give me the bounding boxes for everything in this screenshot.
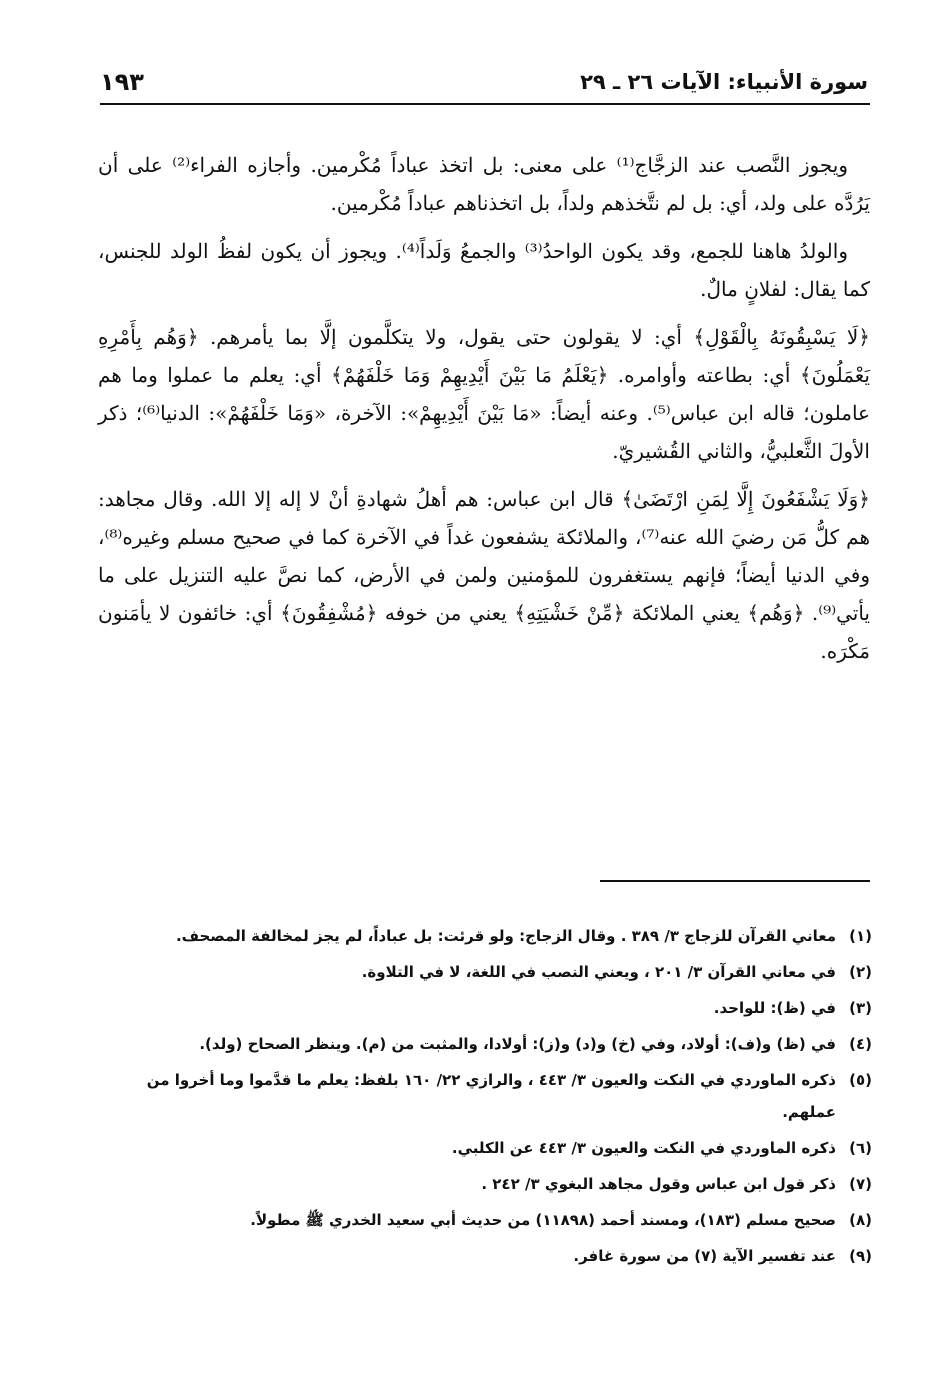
- paragraph: ويجوز النَّصب عند الزجَّاج⁽¹⁾ على معنى: بل اتخذ عباداً مُكْرمين. وأجازه الفراء⁽²⁾ على أن يَرُدَّه على ولد، أي: بل لم نتَّخذهم ولداً، بل اتخذناهم عباداً مُكْرمين.: [98, 153, 870, 215]
- footnote-text: عند تفسير الآية (٧) من سورة غافر.: [573, 1247, 836, 1265]
- footnote: [98, 956, 872, 988]
- main-text: [98, 146, 870, 680]
- footnote-number: (٤): [849, 1035, 872, 1053]
- footnote: [98, 1064, 872, 1128]
- header-rule: [100, 103, 870, 105]
- paragraph: والولدُ هاهنا للجمع، وقد يكون الواحدُ⁽³⁾ والجمعُ وَلَداً⁽⁴⁾. ويجوز أن يكون لفظُ الولد للجنس، كما يقال: لفلانٍ مالٌ.: [98, 239, 870, 301]
- footnote: [98, 1168, 872, 1200]
- footnote-separator: [600, 880, 870, 882]
- paragraph: ﴿وَلَا يَشْفَعُونَ إِلَّا لِمَنِ ارْتَضَىٰ﴾ قال ابن عباس: هم أهلُ شهادةِ أنْ لا إله إلا الله. وقال مجاهد: هم كلُّ مَن رضيَ الله عنه⁽⁷⁾، والملائكة يشفعون غداً في الآخرة كما في صحيح مسلم وغيره⁽⁸⁾، وفي الدنيا أيضاً؛ فإنهم يستغفرون للمؤمنين ولمن في الأرض، كما نصَّ عليه التنزيل على ما يأتي⁽⁹⁾. ﴿وَهُم﴾ يعني الملائكة ﴿مِّنْ خَشْيَتِهِ﴾ يعني من خوفه ﴿مُشْفِقُونَ﴾ أي: خائفون لا يأمَنون مَكْرَه.: [98, 487, 870, 663]
- footnote-number: (٢): [849, 963, 872, 981]
- footnote-text: في معاني القرآن ٣/ ٢٠١ ، ويعني النصب في اللغة، لا في التلاوة.: [361, 963, 836, 981]
- running-header: [100, 62, 868, 102]
- footnote-text: في (ظ): للواحد.: [713, 999, 836, 1017]
- footnotes: [98, 920, 872, 1276]
- footnote: [98, 920, 872, 952]
- footnote-number: (٩): [849, 1247, 872, 1265]
- footnote-text: ذكره الماوردي في النكت والعيون ٣/ ٤٤٣ ، والرازي ٢٢/ ١٦٠ بلفظ: يعلم ما قدَّموا وما أخروا من عملهم.: [146, 1071, 836, 1121]
- section-title: سورة الأنبياء: الآيات ٢٦ ـ ٢٩: [580, 70, 868, 94]
- footnote-number: (١): [849, 927, 872, 945]
- footnote-text: ذكر قول ابن عباس وقول مجاهد البغوي ٣/ ٢٤٢ .: [481, 1175, 836, 1193]
- footnote: [98, 1240, 872, 1272]
- footnote: [98, 1028, 872, 1060]
- footnote-text: ذكره الماوردي في النكت والعيون ٣/ ٤٤٣ عن الكلبي.: [451, 1139, 836, 1157]
- footnote-number: (٣): [849, 999, 872, 1017]
- footnote-text: صحيح مسلم (١٨٣)، ومسند أحمد (١١٨٩٨) من حديث أبي سعيد الخدري ﷺ مطولاً.: [250, 1211, 836, 1229]
- page-number: ١٩٣: [100, 68, 144, 96]
- footnote-text: في (ظ) و(ف): أولاد، وفي (خ) و(د) و(ز): أولادا، والمثبت من (م). وينظر الصحاح (ولد).: [199, 1035, 836, 1053]
- footnote-number: (٥): [849, 1071, 872, 1089]
- footnote-number: (٨): [849, 1211, 872, 1229]
- footnote-number: (٧): [849, 1175, 872, 1193]
- footnote-number: (٦): [849, 1139, 872, 1157]
- footnote: [98, 1132, 872, 1164]
- footnote-text: معاني القرآن للزجاج ٣/ ٣٨٩ . وقال الزجاج: ولو قرئت: بل عباداً، لم يجز لمخالفة المصحف.: [175, 927, 836, 945]
- footnote: [98, 992, 872, 1024]
- footnote: [98, 1204, 872, 1236]
- paragraph: ﴿لَا يَسْبِقُونَهُ بِالْقَوْلِ﴾ أي: لا يقولون حتى يقول، ولا يتكلَّمون إلَّا بما يأمرهم. ﴿وَهُم بِأَمْرِهِ يَعْمَلُونَ﴾ أي: بطاعته وأوامره. ﴿يَعْلَمُ مَا بَيْنَ أَيْدِيهِمْ وَمَا خَلْفَهُمْ﴾ أي: يعلم ما عملوا وما هم عاملون؛ قاله ابن عباس⁽⁵⁾. وعنه أيضاً: «مَا بَيْنَ أَيْدِيهِمْ»: الآخرة، «وَمَا خَلْفَهُمْ»: الدنيا⁽⁶⁾؛ ذكر الأولَ الثَّعلبيُّ، والثاني القُشيريّ.: [98, 325, 870, 463]
